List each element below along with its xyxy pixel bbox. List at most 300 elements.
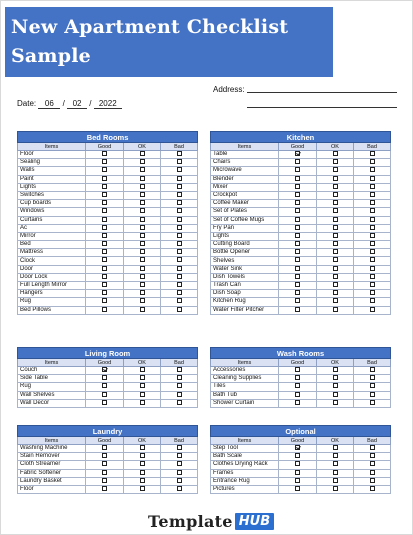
item-label: Shelves [211,257,279,265]
checkbox-good[interactable] [295,208,300,213]
item-label: Coffee Maker [211,200,279,208]
checkbox-bad[interactable] [370,225,375,230]
table-row [211,367,391,375]
item-label: Walls [18,167,86,175]
checkbox-bad[interactable] [177,274,182,279]
section-title: Laundry [18,426,198,437]
checkbox-bad[interactable] [370,400,375,405]
item-label: Kitchen Rug [211,298,279,306]
checkbox-bad[interactable] [370,453,375,458]
checkbox-good[interactable] [102,486,107,491]
checkbox-good[interactable] [102,151,107,156]
checkbox-ok[interactable] [140,176,145,181]
checkbox-ok[interactable] [333,192,338,197]
checkbox-bad[interactable] [370,151,375,156]
checkbox-ok[interactable] [333,445,338,450]
table-row [211,167,391,175]
checkbox-ok[interactable] [140,383,145,388]
checkbox-good[interactable] [102,159,107,164]
checkbox-good[interactable] [295,151,300,156]
date-day[interactable]: 02 [67,99,87,109]
checkbox-good[interactable] [102,392,107,397]
item-label: Dish Soap [211,290,279,298]
item-label: Water Sink [211,265,279,273]
table-row [211,249,391,257]
checkbox-ok[interactable] [333,167,338,172]
checkbox-ok[interactable] [140,486,145,491]
logo-badge: HUB [235,513,274,530]
checkbox-bad[interactable] [370,282,375,287]
checkbox-good[interactable] [295,184,300,189]
checkbox-ok[interactable] [333,400,338,405]
checkbox-bad[interactable] [370,241,375,246]
table-row [18,224,198,232]
table-row [18,375,198,383]
item-label: Frames [211,469,279,477]
checkbox-good[interactable] [295,453,300,458]
item-label: Mattress [18,249,86,257]
item-label: Set of Plates [211,208,279,216]
checkbox-ok[interactable] [140,274,145,279]
checkbox-good[interactable] [295,298,300,303]
item-label: Laundry Basket [18,477,86,485]
checkbox-good[interactable] [102,184,107,189]
checkbox-bad[interactable] [370,167,375,172]
checkbox-good[interactable] [295,257,300,262]
checkbox-ok[interactable] [140,266,145,271]
checkbox-bad[interactable] [177,151,182,156]
col-header-ok: OK [124,437,161,445]
checkbox-bad[interactable] [177,176,182,181]
checkbox-good[interactable] [102,282,107,287]
item-label: Paint [18,175,86,183]
address-label: Address: [213,85,245,94]
item-label: Clothes Drying Rack [211,461,279,469]
col-header-ok: OK [317,359,354,367]
checkbox-good[interactable] [295,290,300,295]
checkbox-good[interactable] [102,217,107,222]
checkbox-ok[interactable] [140,257,145,262]
checkbox-good[interactable] [295,392,300,397]
item-label: Mirror [18,232,86,240]
checkbox-ok[interactable] [140,453,145,458]
checkbox-good[interactable] [102,445,107,450]
table-row [18,461,198,469]
checkbox-bad[interactable] [370,290,375,295]
table-row [211,257,391,265]
checkbox-good[interactable] [102,200,107,205]
table-row [211,273,391,281]
checkbox-ok[interactable] [333,233,338,238]
item-label: Switches [18,191,86,199]
checkbox-good[interactable] [102,274,107,279]
table-row [18,367,198,375]
section-title: Optional [211,426,391,437]
templatehub-logo [148,510,274,532]
checkbox-good[interactable] [295,445,300,450]
checkbox-bad[interactable] [177,167,182,172]
checkbox-good[interactable] [295,367,300,372]
table-row [18,469,198,477]
checkbox-bad[interactable] [177,266,182,271]
checkbox-bad[interactable] [370,266,375,271]
checkbox-ok[interactable] [140,367,145,372]
checkbox-good[interactable] [295,167,300,172]
checkbox-good[interactable] [295,233,300,238]
checkbox-bad[interactable] [177,375,182,380]
checkbox-bad[interactable] [177,383,182,388]
title-line-1: New Apartment Checklist [11,16,289,38]
item-label: Step Tool [211,445,279,453]
checkbox-ok[interactable] [140,470,145,475]
checkbox-bad[interactable] [177,184,182,189]
checkbox-ok[interactable] [140,400,145,405]
checkbox-bad[interactable] [370,208,375,213]
checkbox-bad[interactable] [370,307,375,312]
col-header-items: Items [211,143,279,151]
item-label: Fabric Softener [18,469,86,477]
checkbox-ok[interactable] [333,159,338,164]
checkbox-bad[interactable] [370,392,375,397]
checkbox-bad[interactable] [370,233,375,238]
checkbox-bad[interactable] [177,392,182,397]
table-row [211,383,391,391]
checkbox-good[interactable] [102,290,107,295]
checkbox-bad[interactable] [177,282,182,287]
checkbox-bad[interactable] [370,249,375,254]
checkbox-good[interactable] [102,400,107,405]
checkbox-ok[interactable] [333,249,338,254]
checkbox-bad[interactable] [370,461,375,466]
date-sep-2: / [89,99,92,108]
col-header-good: Good [86,437,124,445]
checkbox-ok[interactable] [333,392,338,397]
checkbox-bad[interactable] [177,290,182,295]
checkbox-bad[interactable] [177,298,182,303]
section-title: Kitchen [211,132,391,143]
checkbox-ok[interactable] [140,241,145,246]
table-row [18,191,198,199]
col-header-bad: Bad [161,437,198,445]
checkbox-good[interactable] [102,249,107,254]
checkbox-bad[interactable] [370,298,375,303]
item-label: Tiles [211,383,279,391]
item-label: Crockpot [211,191,279,199]
date-month[interactable]: 06 [38,99,60,109]
checkbox-bad[interactable] [177,445,182,450]
col-header-bad: Bad [161,359,198,367]
checkbox-bad[interactable] [177,367,182,372]
checkbox-bad[interactable] [370,192,375,197]
item-label: Bath Tub [211,391,279,399]
checkbox-ok[interactable] [333,176,338,181]
item-label: Chairs [211,159,279,167]
col-header-good: Good [279,437,317,445]
checkbox-bad[interactable] [370,486,375,491]
checkbox-good[interactable] [295,470,300,475]
checkbox-good[interactable] [295,478,300,483]
checkbox-bad[interactable] [177,192,182,197]
checkbox-good[interactable] [102,461,107,466]
item-label: Fry Pan [211,224,279,232]
checkbox-ok[interactable] [333,184,338,189]
checkbox-bad[interactable] [177,478,182,483]
date-sep-1: / [62,99,65,108]
checkbox-ok[interactable] [140,249,145,254]
checkbox-bad[interactable] [177,233,182,238]
item-label: Ac [18,224,86,232]
checkbox-good[interactable] [295,249,300,254]
checkbox-good[interactable] [295,461,300,466]
item-label: Microwave [211,167,279,175]
checkbox-bad[interactable] [370,478,375,483]
checkbox-ok[interactable] [140,208,145,213]
table-row [211,290,391,298]
checkbox-bad[interactable] [370,184,375,189]
checkbox-ok[interactable] [333,241,338,246]
checkbox-ok[interactable] [140,159,145,164]
checkbox-good[interactable] [295,307,300,312]
checkbox-bad[interactable] [370,445,375,450]
checkbox-ok[interactable] [140,217,145,222]
table-row [211,453,391,461]
checkbox-ok[interactable] [140,478,145,483]
item-label: Pictures [211,485,279,493]
checkbox-good[interactable] [295,266,300,271]
checkbox-ok[interactable] [333,461,338,466]
col-header-ok: OK [124,359,161,367]
checkbox-good[interactable] [295,375,300,380]
checkbox-bad[interactable] [177,225,182,230]
checkbox-good[interactable] [102,375,107,380]
table-row [18,257,198,265]
col-header-items: Items [18,359,86,367]
checkbox-ok[interactable] [140,282,145,287]
col-header-ok: OK [124,143,161,151]
checkbox-ok[interactable] [333,375,338,380]
section-title: Bed Rooms [18,132,198,143]
checkbox-ok[interactable] [333,470,338,475]
table-row [18,383,198,391]
checkbox-ok[interactable] [333,225,338,230]
address-line-2[interactable] [247,107,397,108]
checkbox-bad[interactable] [370,274,375,279]
table-row [18,391,198,399]
table-row [18,151,198,159]
checkbox-ok[interactable] [140,307,145,312]
checkbox-ok[interactable] [333,478,338,483]
item-label: Blender [211,175,279,183]
checkbox-ok[interactable] [333,383,338,388]
checkbox-good[interactable] [295,486,300,491]
checkbox-good[interactable] [102,233,107,238]
address-line-1[interactable] [247,92,397,93]
table-row [18,241,198,249]
checkbox-bad[interactable] [177,400,182,405]
checkbox-ok[interactable] [333,290,338,295]
checkbox-bad[interactable] [177,307,182,312]
checkbox-good[interactable] [102,225,107,230]
checkbox-good[interactable] [102,208,107,213]
table-row [211,241,391,249]
checkbox-good[interactable] [102,257,107,262]
checkbox-bad[interactable] [370,257,375,262]
item-label: Cutting Board [211,241,279,249]
table-row [18,485,198,493]
checkbox-ok[interactable] [140,392,145,397]
table-row [18,249,198,257]
col-header-bad: Bad [354,143,391,151]
checkbox-ok[interactable] [140,445,145,450]
checkbox-ok[interactable] [333,217,338,222]
checkbox-ok[interactable] [140,167,145,172]
checkbox-ok[interactable] [333,208,338,213]
table-row [211,224,391,232]
checkbox-good[interactable] [102,383,107,388]
address-block [213,85,245,94]
checkbox-good[interactable] [295,400,300,405]
checkbox-good[interactable] [102,192,107,197]
checkbox-good[interactable] [102,298,107,303]
checkbox-ok[interactable] [140,151,145,156]
checkbox-good[interactable] [102,307,107,312]
col-header-bad: Bad [161,143,198,151]
checkbox-bad[interactable] [370,159,375,164]
checkbox-good[interactable] [102,478,107,483]
checkbox-ok[interactable] [140,192,145,197]
checkbox-bad[interactable] [370,217,375,222]
checkbox-good[interactable] [295,274,300,279]
checkbox-ok[interactable] [333,307,338,312]
checkbox-bad[interactable] [177,159,182,164]
checkbox-good[interactable] [295,176,300,181]
checkbox-ok[interactable] [333,453,338,458]
col-header-good: Good [279,359,317,367]
checkbox-good[interactable] [295,217,300,222]
checkbox-bad[interactable] [370,375,375,380]
table-row [211,282,391,290]
checkbox-bad[interactable] [177,461,182,466]
checkbox-bad[interactable] [370,176,375,181]
checkbox-good[interactable] [295,200,300,205]
item-label: Windows [18,208,86,216]
checkbox-good[interactable] [102,241,107,246]
date-label: Date: [17,99,37,108]
item-label: Stain Remover [18,453,86,461]
checkbox-good[interactable] [295,241,300,246]
checkbox-bad[interactable] [177,217,182,222]
checkbox-ok[interactable] [140,184,145,189]
checkbox-ok[interactable] [333,274,338,279]
table-row [211,375,391,383]
date-year[interactable]: 2022 [94,99,122,109]
checkbox-bad[interactable] [177,453,182,458]
title-line-2: Sample [11,45,91,67]
checkbox-ok[interactable] [140,461,145,466]
checkbox-ok[interactable] [140,200,145,205]
checkbox-ok[interactable] [140,225,145,230]
item-label: Washing Machine [18,445,86,453]
table-row [18,399,198,407]
checkbox-good[interactable] [102,266,107,271]
checkbox-bad[interactable] [177,249,182,254]
checkbox-good[interactable] [295,282,300,287]
checkbox-ok[interactable] [333,200,338,205]
checkbox-ok[interactable] [333,282,338,287]
checkbox-ok[interactable] [140,233,145,238]
item-label: Curtains [18,216,86,224]
checkbox-bad[interactable] [177,257,182,262]
table-row [18,200,198,208]
item-label: Wall Shelves [18,391,86,399]
checkbox-bad[interactable] [177,470,182,475]
item-label: Side Table [18,375,86,383]
checkbox-ok[interactable] [140,298,145,303]
table-row [211,298,391,306]
table-row [211,216,391,224]
checkbox-bad[interactable] [370,470,375,475]
checkbox-good[interactable] [102,167,107,172]
checkbox-good[interactable] [295,225,300,230]
table-row [211,159,391,167]
checkbox-bad[interactable] [177,241,182,246]
table-row [18,265,198,273]
checkbox-good[interactable] [102,176,107,181]
col-header-good: Good [86,359,124,367]
checkbox-ok[interactable] [333,257,338,262]
checkbox-good[interactable] [295,383,300,388]
table-row [211,191,391,199]
checkbox-ok[interactable] [140,290,145,295]
table-row [18,183,198,191]
table-row [18,445,198,453]
item-label: Cup boards [18,200,86,208]
table-row [211,232,391,240]
checkbox-bad[interactable] [370,383,375,388]
col-header-good: Good [279,143,317,151]
table-row [18,453,198,461]
checkbox-good[interactable] [102,367,107,372]
col-header-ok: OK [317,143,354,151]
checkbox-bad[interactable] [370,367,375,372]
item-label: Cleaning Supplies [211,375,279,383]
checkbox-bad[interactable] [177,200,182,205]
checkbox-good[interactable] [295,159,300,164]
optional-table [210,425,391,494]
checkbox-ok[interactable] [333,298,338,303]
checkbox-ok[interactable] [333,367,338,372]
checkbox-good[interactable] [102,470,107,475]
checkbox-ok[interactable] [333,151,338,156]
checkbox-ok[interactable] [140,375,145,380]
checkbox-good[interactable] [295,192,300,197]
col-header-bad: Bad [354,359,391,367]
table-row [18,273,198,281]
checkbox-good[interactable] [102,453,107,458]
item-label: Rug [18,383,86,391]
checkbox-bad[interactable] [370,200,375,205]
item-label: Entrance Rug [211,477,279,485]
checkbox-ok[interactable] [333,486,338,491]
item-label: Bottle Opener [211,249,279,257]
item-label: Bed [18,241,86,249]
table-row [18,232,198,240]
table-row [18,477,198,485]
checkbox-ok[interactable] [333,266,338,271]
checkbox-bad[interactable] [177,208,182,213]
living-room-table [17,347,198,408]
checkbox-bad[interactable] [177,486,182,491]
